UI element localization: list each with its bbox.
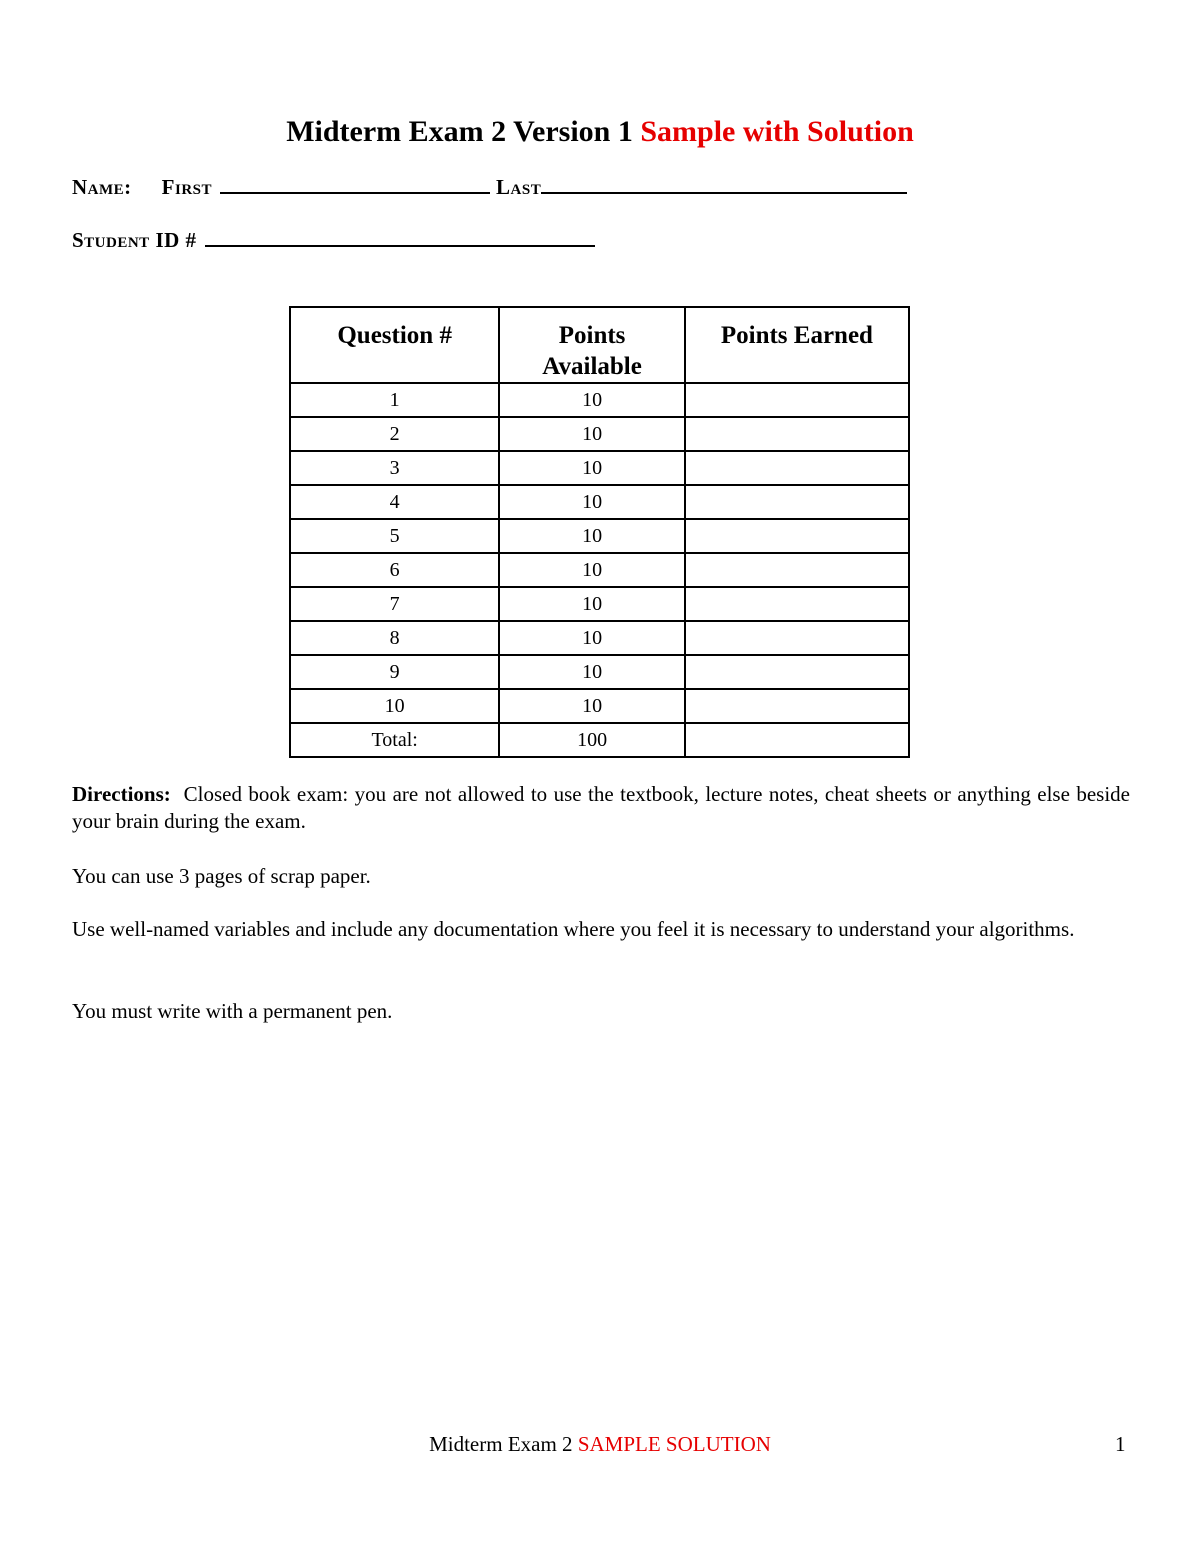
earned-cell[interactable] [685,451,909,485]
first-name-field[interactable] [220,170,490,194]
table-row [290,689,909,723]
name-row [72,170,907,201]
student-id-row [72,223,595,254]
pen-note: You must write with a permanent pen. [72,999,393,1023]
name-label: Name: [72,175,132,199]
score-table [289,306,910,758]
table-row [290,485,909,519]
header-points-earned: Points Earned [685,307,909,383]
table-row [290,621,909,655]
first-label: First [161,175,213,199]
points-cell: 10 [499,587,685,621]
question-cell: 9 [290,655,499,689]
scrap-paper-note: You can use 3 pages of scrap paper. [72,864,371,888]
page-title [0,112,1200,152]
points-cell: 10 [499,689,685,723]
title-main: Midterm Exam 2 Version 1 [286,115,641,148]
header-points-word: Points [558,322,626,349]
header-points-available [499,307,685,383]
total-points: 100 [499,723,685,757]
points-cell: 10 [499,383,685,417]
student-id-field[interactable] [205,223,595,247]
question-cell: 10 [290,689,499,723]
question-cell: 8 [290,621,499,655]
earned-cell[interactable] [685,621,909,655]
question-cell: 6 [290,553,499,587]
earned-cell[interactable] [685,553,909,587]
question-cell: 4 [290,485,499,519]
points-cell: 10 [499,417,685,451]
table-row [290,519,909,553]
footer-text: Midterm Exam 2 [429,1432,578,1456]
earned-cell[interactable] [685,485,909,519]
variables-note: Use well-named variables and include any documentation where you feel it is necessary to understand your algorithms. [72,917,1075,941]
header-question: Question # [290,307,499,383]
table-row [290,587,909,621]
earned-cell[interactable] [685,417,909,451]
earned-cell[interactable] [685,519,909,553]
total-earned-cell[interactable] [685,723,909,757]
question-cell: 5 [290,519,499,553]
question-cell: 2 [290,417,499,451]
table-row [290,383,909,417]
footer-highlight: SAMPLE SOLUTION [577,1432,771,1456]
earned-cell[interactable] [685,587,909,621]
student-id-label: Student ID # [72,228,197,252]
header-available-word: Available [542,353,642,380]
title-highlight: Sample with Solution [640,115,914,148]
table-row [290,553,909,587]
points-cell: 10 [499,451,685,485]
directions-label: Directions: [72,782,171,806]
page-footer [0,1430,1200,1458]
points-cell: 10 [499,519,685,553]
earned-cell[interactable] [685,383,909,417]
last-name-field[interactable] [541,170,907,194]
points-cell: 10 [499,553,685,587]
table-row [290,451,909,485]
score-table-header [290,307,909,383]
total-label: Total: [290,723,499,757]
directions-text: Closed book exam: you are not allowed to use the textbook, lecture notes, cheat sheets or anything else beside your brain during the exam. [72,782,1131,833]
points-cell: 10 [499,655,685,689]
points-cell: 10 [499,621,685,655]
earned-cell[interactable] [685,689,909,723]
question-cell: 1 [290,383,499,417]
total-row [290,723,909,757]
question-cell: 3 [290,451,499,485]
page-number: 1 [1115,1432,1126,1456]
table-row [290,655,909,689]
earned-cell[interactable] [685,655,909,689]
question-cell: 7 [290,587,499,621]
last-label: Last [496,175,542,199]
table-row [290,417,909,451]
points-cell: 10 [499,485,685,519]
directions-paragraph [72,781,1130,835]
